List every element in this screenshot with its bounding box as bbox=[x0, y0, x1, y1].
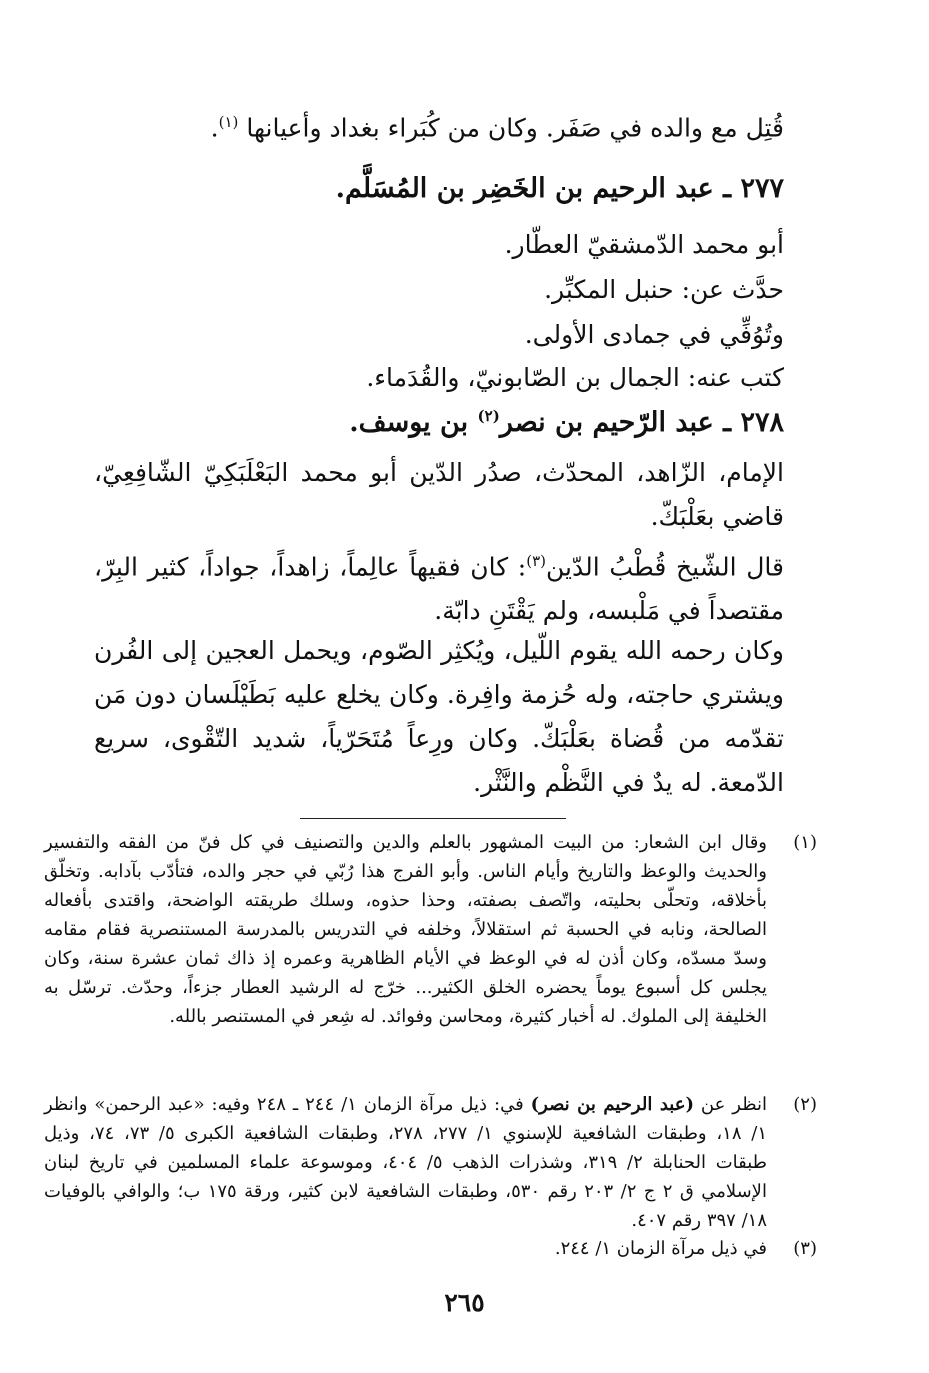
footnote-text: في ذيل مرآة الزمان ١/ ٢٤٤. bbox=[554, 1238, 767, 1259]
entry-278-paragraph-1: الإمام، الزّاهد، المحدّث، صدُر الدّين أبو محمد البَعْلَبَكِيّ الشّافِعِيّ، قاضي بعَلْبَكّ. bbox=[94, 458, 784, 531]
entry-278-paragraph-3: وكان رحمه الله يقوم اللّيل، ويُكثِر الصّوم، ويحمل العجين إلى الفُرن ويشتري حاجته، وله حُزمة وافِرة. وكان يخلع عليه بَطَيْلَسان دون مَن تقدّمه من قُضاة بعَلْبَكّ. وكان ورِعاً مُتَحَرّياً، شديد التّقْوى، سريع الدّمعة. له يدٌ في النَّظْم والنَّثْر. bbox=[94, 636, 784, 797]
footnote-divider bbox=[300, 818, 566, 819]
footnote-ref-1[interactable]: (١) bbox=[218, 113, 239, 131]
footnote-3 bbox=[44, 1234, 817, 1263]
entry-278-paragraph-2 bbox=[94, 539, 784, 633]
page-number: ٢٦٥ bbox=[444, 1288, 485, 1317]
paragraph-2-text: : كان فقيهاً عالِماً، زاهداً، جواداً، كثير البِرّ، مقتصداً في مَلْبسه، ولم يَقْتَنِ دابّة. bbox=[94, 552, 784, 626]
paragraph-2-text: قال الشّيخ قُطْبُ الدّين bbox=[545, 552, 784, 582]
footnote-text: وقال ابن الشعار: من البيت المشهور بالعلم والدين والتصنيف في كل فنّ من الفقه والتفسير والحديث والوعظ والتاريخ وأيام الناس. وأبو الفرج هذا رُبّي في حجر والده، فتأدّب بآدابه. وتخلّق بأخلاقه، وتحلّى بحليته، واتّصف بصفته، وحذا حذوه، وسلك طريقته الواضحة، واقتدى بأفعاله الصالحة، ونابه في الحسبة ثم استقلالاً، وخلفه في التدريس بالمدرسة المستنصرية فقام مقامه وسدّ مسدّه، وكان أذن له في الوعظ في الأيام الظاهرية وعمره إذ ذاك ثمان عشرة سنة، وكان يجلس كل أسبوع يوماً يحضره الخلق الكثير... خرّج له الرشيد العطار جزءاً، وحدّث. ترسّل به الخليفة إلى الملوك. له أخبار كثيرة، ومحاسن وفوائد. له شِعر في المستنصر بالله. bbox=[44, 832, 767, 1027]
footnote-text bbox=[44, 1090, 767, 1235]
footnote-2 bbox=[44, 1090, 817, 1235]
footnote-number: (٣) bbox=[793, 1238, 817, 1259]
continuation-end: . bbox=[210, 113, 219, 143]
footnote-subject: (عبد الرحيم بن نصر) bbox=[530, 1094, 694, 1115]
entry-278-heading bbox=[349, 407, 784, 438]
footnote-text-part: انظر عن bbox=[693, 1094, 768, 1115]
footnote-ref-3[interactable]: (٣) bbox=[526, 552, 546, 570]
footnote-ref-2[interactable]: (٢) bbox=[477, 407, 500, 425]
footnote-1 bbox=[44, 828, 817, 1031]
entry-277-line: وتُوُفِّي في جمادى الأولى. bbox=[524, 320, 784, 349]
continuation-line bbox=[211, 113, 784, 142]
footnote-text-part: في: ذيل مرآة الزمان ١/ ٢٤٤ ـ ٢٤٨ وفيه: «عبد الرحمن» وانظر ١/ ١٨، وطبقات الشافعية للإسنوي ١/ ٢٧٧، ٢٧٨، وطبقات الشافعية الكبرى ٥/ ٧٣، ٧٤، وذيل طبقات الحنابلة ٢/ ٣١٩، وشذرات الذهب ٥/ ٤٠٤، وموسوعة علماء المسلمين في تاريخ لبنان الإسلامي ق ٢ ج ٢/ ٢٠٣ رقم ٥٣٠، وطبقات الشافعية لابن كثير، ورقة ١٧٥ ب؛ والوافي بالوفيات ١٨/ ٣٩٧ رقم ٤٠٧. bbox=[44, 1094, 768, 1231]
entry-277-line: أبو محمد الدّمشقيّ العطّار. bbox=[504, 230, 784, 259]
footnote-number: (١) bbox=[793, 832, 817, 853]
entry-278-heading-text: بن يوسف. bbox=[349, 407, 478, 438]
entry-277-line: كتب عنه: الجمال بن الصّابونيّ، والقُدَماء. bbox=[366, 363, 784, 392]
footnote-number: (٢) bbox=[793, 1094, 817, 1115]
entry-277-line: حدَّث عن: حنبل المكبِّر. bbox=[544, 275, 784, 304]
entry-277-heading: ٢٧٧ ـ عبد الرحيم بن الخَضِر بن المُسَلَّم. bbox=[335, 173, 784, 204]
continuation-text: قُتِل مع والده في صَفَر. وكان من كُبَراء بغداد وأعيانها bbox=[246, 113, 784, 143]
entry-278-heading-text: ٢٧٨ ـ عبد الرّحيم بن نصر bbox=[499, 407, 784, 438]
